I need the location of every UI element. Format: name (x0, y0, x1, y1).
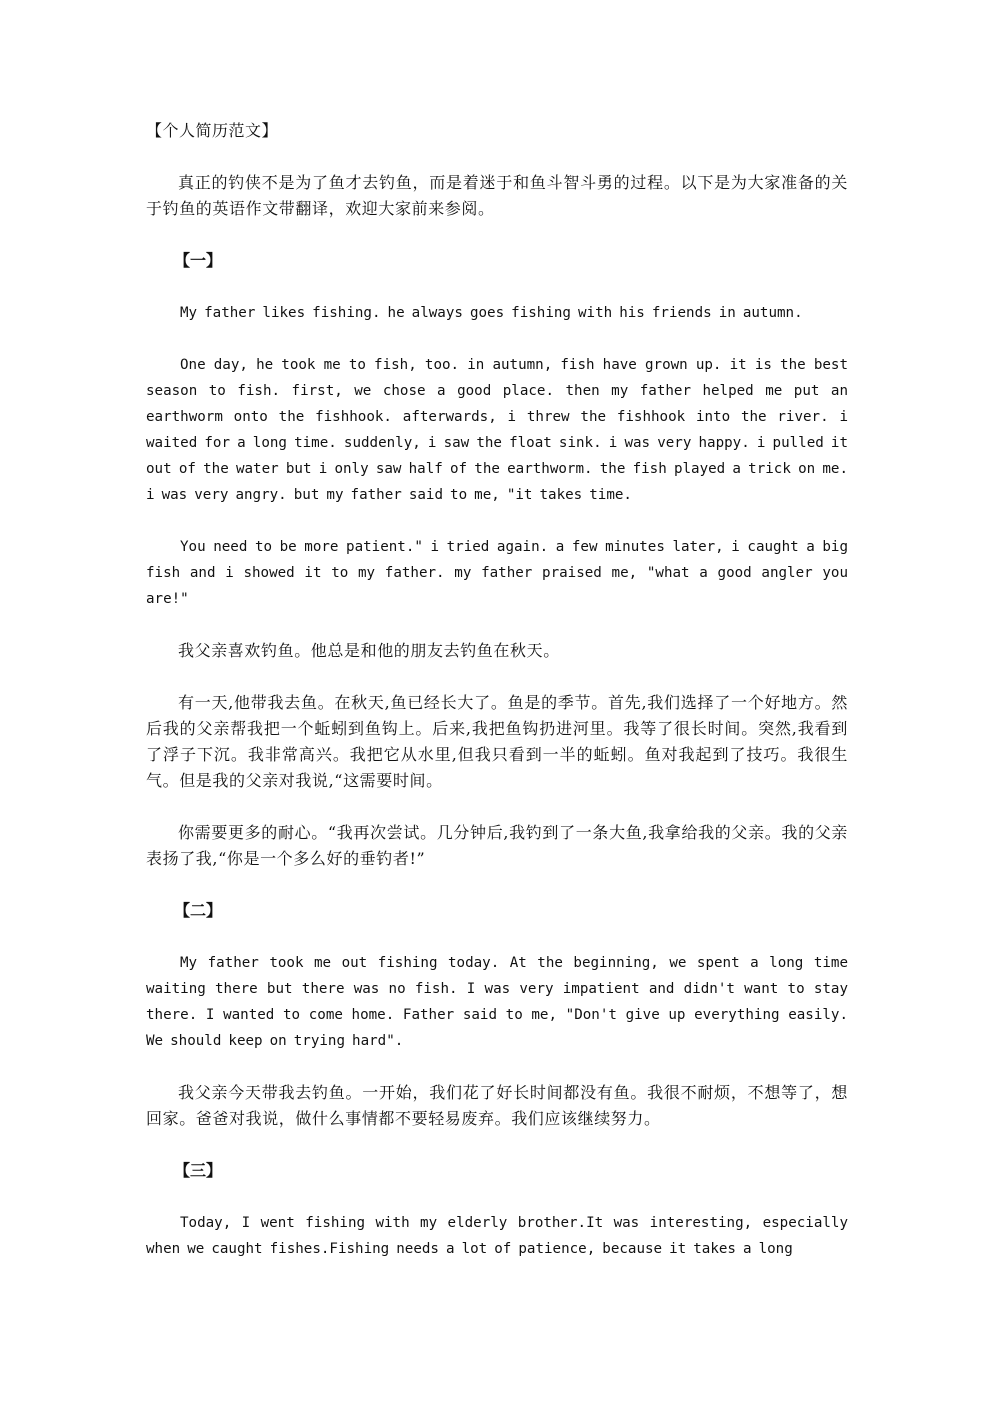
section-2-zh-paragraph-1: 我父亲今天带我去钓鱼。一开始，我们花了好长时间都没有鱼。我很不耐烦，不想等了，想回家。爸爸对我说，做什么事情都不要轻易废弃。我们应该继续努力。 (146, 1083, 848, 1128)
section-1-en-paragraph-3: You need to be more patient." i tried again. a few minutes later, i caught a big fish and i showed it to my father. my father praised me, "what a good angler you are!" (146, 539, 848, 607)
section-heading-3: 【三】 (174, 1161, 223, 1180)
section-1-en-paragraph-1: My father likes fishing. he always goes fishing with his friends in autumn. (180, 305, 803, 321)
section-1-zh-paragraph-3: 你需要更多的耐心。“我再次尝试。几分钟后,我钓到了一条大鱼,我拿给我的父亲。我的父亲表扬了我,“你是一个多么好的垂钓者!” (146, 823, 848, 868)
section-2-en-paragraph-1: My father took me out fishing today. At the beginning, we spent a long time waiting there but there was no fish. I was very impatient and didn't want to stay there. I wanted to come home. Father said to me, "Don't give up everything easily. We should keep on trying hard". (146, 955, 848, 1049)
document-page (146, 118, 848, 1262)
section-1-en-paragraph-2: One day, he took me to fish, too. in autumn, fish have grown up. it is the best season to fish. first, we chose a good place. then my father helped me put an earthworm onto the fishhook. afterwards, i threw the fishhook into the river. i waited for a long time. suddenly, i saw the float sink. i was very happy. i pulled it out of the water but i only saw half of the earthworm. the fish played a trick on me. i was very angry. but my father said to me, "it takes time. (146, 357, 848, 503)
document-title: 【个人简历范文】 (146, 121, 279, 140)
section-heading-1: 【一】 (174, 251, 223, 270)
section-1-zh-paragraph-2: 有一天,他带我去鱼。在秋天,鱼已经长大了。鱼是的季节。首先,我们选择了一个好地方。然后我的父亲帮我把一个蚯蚓到鱼钩上。后来,我把鱼钩扔进河里。我等了很长时间。突然,我看到了浮子下沉。我非常高兴。我把它从水里,但我只看到一半的蚯蚓。鱼对我起到了技巧。我很生气。但是我的父亲对我说,“这需要时间。 (146, 693, 848, 790)
intro-paragraph: 真正的钓侠不是为了鱼才去钓鱼，而是着迷于和鱼斗智斗勇的过程。以下是为大家准备的关于钓鱼的英语作文带翻译，欢迎大家前来参阅。 (146, 173, 848, 218)
section-heading-2: 【二】 (174, 901, 223, 920)
section-1-zh-paragraph-1: 我父亲喜欢钓鱼。他总是和他的朋友去钓鱼在秋天。 (178, 641, 560, 660)
section-3-en-paragraph-1: Today, I went fishing with my elderly brother.It was interesting, especially when we caught fishes.Fishing needs a lot of patience, because it takes a long (146, 1215, 848, 1257)
